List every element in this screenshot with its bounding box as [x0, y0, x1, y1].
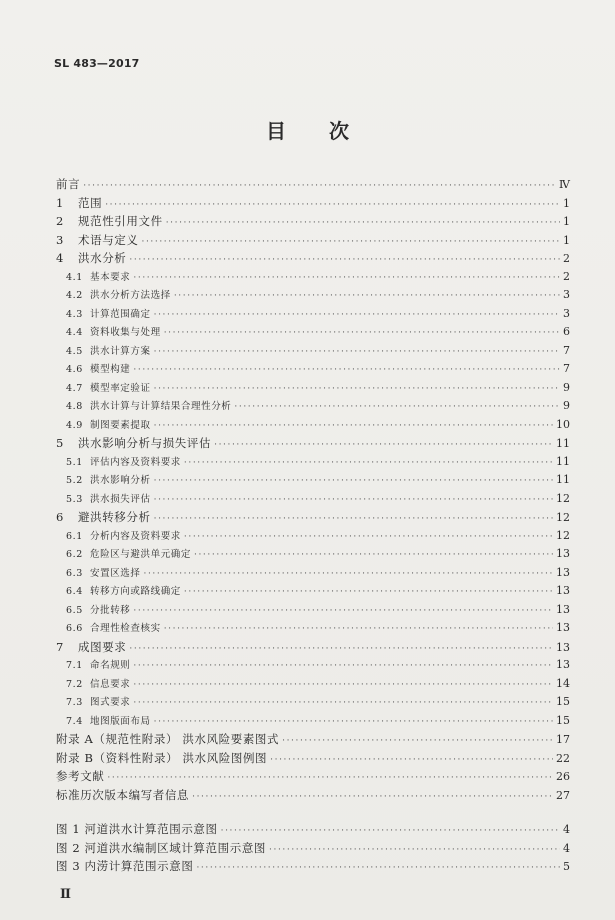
entry-text: 洪水计算方案 [90, 345, 151, 357]
figure-entry[interactable] [56, 840, 570, 859]
entry-page-number: 1 [563, 215, 570, 228]
leader-dots [154, 717, 553, 727]
toc-entry-label [56, 232, 142, 248]
toc-entry-number: 4.9 [66, 419, 83, 431]
entry-page-number: 13 [556, 602, 570, 616]
toc-entry-number: 7.2 [66, 678, 83, 690]
entry-text: 规范性引用文件 [78, 214, 163, 228]
toc-entry[interactable] [56, 380, 570, 399]
leader-dots [184, 532, 553, 542]
toc-entry-label [56, 620, 164, 634]
entry-page-number: 14 [556, 676, 570, 690]
entry-text: 术语与定义 [78, 232, 139, 247]
toc-entry-label [56, 528, 184, 542]
toc-entry-number: 4.1 [66, 271, 83, 283]
toc-entry[interactable] [56, 509, 570, 528]
toc-entry-label [56, 176, 83, 192]
toc-entry[interactable] [56, 713, 570, 732]
toc-entry-label [56, 306, 154, 320]
leader-dots [133, 661, 553, 671]
toc-entry-number: 6.5 [66, 604, 83, 616]
toc-entry-label [56, 213, 166, 229]
toc-entry-label [56, 380, 154, 394]
toc-entry[interactable] [56, 417, 570, 436]
entry-text: 地图版面布局 [90, 715, 151, 727]
toc-entry[interactable] [56, 324, 570, 343]
toc-entries [56, 176, 570, 805]
leader-dots [129, 644, 553, 654]
entry-text: 洪水损失评估 [90, 493, 151, 505]
leader-dots [105, 200, 560, 210]
entry-text: 命名规则 [90, 660, 131, 671]
leader-dots [174, 291, 560, 301]
toc-entry[interactable] [56, 269, 570, 288]
toc-entry-number: 4.3 [66, 308, 83, 320]
entry-page-number: 15 [556, 695, 570, 708]
leader-dots [269, 845, 560, 855]
toc-entry-label [56, 250, 129, 266]
entry-page-number: 13 [556, 547, 570, 560]
toc-entry-label [56, 269, 133, 283]
toc-entry-label [56, 343, 154, 357]
entry-page-number: 15 [556, 713, 570, 727]
toc-entry[interactable] [56, 676, 570, 695]
toc-entry[interactable] [56, 361, 570, 380]
toc-entry-label [56, 472, 154, 486]
table-of-contents [56, 176, 570, 877]
toc-entry-number: 5.2 [66, 475, 83, 486]
toc-entry[interactable] [56, 454, 570, 473]
toc-entry[interactable] [56, 546, 570, 565]
toc-entry[interactable] [56, 565, 570, 584]
entry-page-number: 13 [556, 640, 570, 654]
toc-entry[interactable] [56, 435, 570, 454]
toc-entry-label [56, 657, 133, 671]
leader-dots [196, 863, 560, 873]
entry-text: 合理性检查核实 [90, 623, 161, 634]
entry-text: 危险区与避洪单元确定 [90, 549, 192, 560]
toc-entry-number: 7 [56, 639, 64, 654]
toc-entry[interactable] [56, 343, 570, 362]
entry-text: 基本要求 [90, 271, 131, 283]
toc-entry-label [56, 361, 133, 375]
toc-entry[interactable] [56, 620, 570, 639]
toc-entry-number: 4.5 [66, 345, 83, 357]
figure-label [56, 858, 196, 874]
leader-dots [142, 237, 561, 247]
toc-entry[interactable] [56, 731, 570, 750]
toc-entry-label [56, 713, 154, 727]
entry-text: 洪水影响分析 [90, 475, 151, 486]
toc-entry[interactable] [56, 287, 570, 306]
entry-text: 计算范围确定 [90, 308, 151, 320]
toc-entry[interactable] [56, 528, 570, 547]
entry-page-number: 26 [556, 770, 570, 783]
entry-text: 避洪转移分析 [78, 510, 151, 524]
toc-gap [56, 805, 570, 821]
toc-entry[interactable] [56, 195, 570, 214]
entry-page-number: 6 [563, 325, 570, 338]
entry-text: 洪水计算与计算结果合理性分析 [90, 401, 232, 412]
entry-page-number: 11 [556, 473, 570, 486]
toc-entry-label [56, 398, 234, 412]
toc-entry-label [56, 731, 282, 747]
toc-entry[interactable] [56, 694, 570, 713]
leader-dots [164, 624, 553, 634]
toc-entry-label [56, 491, 154, 505]
leader-dots [214, 440, 553, 450]
toc-entry[interactable] [56, 787, 570, 806]
toc-entry[interactable] [56, 491, 570, 510]
leader-dots [184, 458, 553, 468]
toc-entry[interactable] [56, 583, 570, 602]
toc-entry-number: 6.3 [66, 567, 83, 579]
entry-text: 评估内容及资料要求 [90, 456, 181, 468]
toc-entry-label [56, 417, 154, 431]
entry-text: 洪水影响分析与损失评估 [78, 436, 212, 450]
toc-entry-label [56, 750, 270, 766]
entry-page-number: 1 [563, 233, 570, 247]
entry-page-number: 3 [563, 288, 570, 301]
entry-page-number: 1 [563, 196, 570, 210]
entry-text: 附录 B（资料性附录） 洪水风险图例图 [56, 750, 268, 765]
toc-entry-number: 4.2 [66, 290, 83, 301]
toc-entry[interactable] [56, 657, 570, 676]
leader-dots [144, 569, 553, 579]
toc-entry-label [56, 676, 133, 690]
toc-entry[interactable] [56, 232, 570, 251]
toc-entry[interactable] [56, 306, 570, 325]
toc-entry[interactable] [56, 250, 570, 269]
entry-page-number: Ⅳ [559, 178, 570, 191]
toc-entry-number: 6.1 [66, 530, 83, 542]
entry-text: 信息要求 [90, 678, 131, 690]
leader-dots [282, 736, 553, 746]
entry-text: 资料收集与处理 [90, 327, 161, 338]
leader-dots [154, 310, 560, 320]
entry-text: 洪水分析方法选择 [90, 290, 171, 301]
entry-text: 附录 A（规范性附录） 洪水风险要素图式 [56, 732, 280, 746]
toc-entry-label [56, 435, 214, 451]
entry-page-number: 4 [563, 841, 570, 855]
figure-label [56, 821, 221, 837]
entry-page-number: 13 [556, 621, 570, 634]
toc-entry[interactable] [56, 768, 570, 787]
entry-page-number: 13 [556, 584, 570, 597]
entry-text: 图 3 内涝计算范围示意图 [56, 859, 194, 873]
toc-entry-number: 5.3 [66, 493, 83, 505]
entry-text: 制图要素提取 [90, 419, 151, 431]
toc-entry-label [56, 546, 194, 560]
entry-page-number: 11 [556, 437, 570, 450]
toc-entry-number: 4.4 [66, 327, 83, 338]
figure-label [56, 840, 269, 856]
toc-entry-label [56, 509, 154, 525]
toc-entry-label [56, 694, 133, 708]
toc-entry[interactable] [56, 213, 570, 232]
toc-entry-number: 7.4 [66, 715, 83, 727]
leader-dots [154, 514, 553, 524]
entry-page-number: 22 [556, 751, 570, 765]
leader-dots [133, 365, 560, 375]
entry-page-number: 12 [556, 491, 570, 505]
leader-dots [107, 773, 553, 783]
leader-dots [133, 680, 553, 690]
toc-entry-label [56, 639, 129, 655]
toc-entry-number: 2 [56, 214, 64, 228]
entry-page-number: 4 [563, 823, 570, 836]
leader-dots [154, 384, 560, 394]
toc-entry-number: 6.2 [66, 549, 83, 560]
entry-page-number: 3 [563, 306, 570, 320]
toc-title: 目 次 [266, 119, 367, 143]
entry-page-number: 17 [556, 733, 570, 746]
toc-entry[interactable] [56, 176, 570, 195]
toc-entry-label [56, 583, 184, 597]
toc-entry[interactable] [56, 750, 570, 769]
entry-page-number: 13 [556, 658, 570, 671]
leader-dots [133, 606, 553, 616]
entry-page-number: 11 [556, 454, 570, 468]
entry-text: 分析内容及资料要求 [90, 530, 181, 542]
leader-dots [270, 755, 553, 765]
standard-code: SL 483—2017 [54, 57, 140, 70]
figure-list [56, 821, 570, 877]
toc-entry-label [56, 195, 105, 211]
leader-dots [192, 792, 553, 802]
entry-text: 模型构建 [90, 364, 131, 375]
leader-dots [133, 273, 560, 283]
entry-page-number: 13 [556, 565, 570, 579]
entry-page-number: 5 [563, 860, 570, 873]
leader-dots [234, 402, 560, 412]
toc-entry-number: 7.1 [66, 660, 83, 671]
toc-entry-number: 4.6 [66, 364, 83, 375]
entry-text: 转移方向或路线确定 [90, 586, 181, 597]
leader-dots [83, 181, 556, 191]
entry-page-number: 9 [563, 399, 570, 412]
toc-entry-number: 4.7 [66, 382, 83, 394]
entry-text: 图 1 河道洪水计算范围示意图 [56, 822, 218, 836]
entry-page-number: 10 [556, 417, 570, 431]
toc-entry-number: 5.1 [66, 456, 83, 468]
leader-dots [154, 495, 553, 505]
toc-entry-number: 6.6 [66, 623, 83, 634]
toc-entry-label [56, 602, 133, 616]
leader-dots [154, 347, 560, 357]
toc-entry-number: 5 [56, 436, 64, 450]
toc-entry-number: 6.4 [66, 586, 83, 597]
entry-text: 成图要求 [78, 639, 127, 654]
leader-dots [129, 255, 560, 265]
toc-entry-number: 1 [56, 195, 64, 210]
leader-dots [154, 476, 553, 486]
toc-entry[interactable] [56, 639, 570, 658]
entry-text: 参考文献 [56, 769, 105, 783]
figure-entry[interactable] [56, 858, 570, 877]
toc-entry[interactable] [56, 472, 570, 491]
entry-page-number: 12 [556, 528, 570, 542]
toc-entry-number: 6 [56, 510, 64, 524]
toc-entry-number: 7.3 [66, 697, 83, 708]
toc-entry-label [56, 324, 164, 338]
entry-page-number: 2 [563, 269, 570, 283]
entry-page-number: 7 [563, 362, 570, 375]
toc-entry-label [56, 287, 174, 301]
entry-page-number: 9 [563, 380, 570, 394]
leader-dots [154, 421, 553, 431]
entry-text: 标准历次版本编写者信息 [56, 787, 190, 802]
toc-entry-number: 4.8 [66, 401, 83, 412]
entry-text: 图 2 河道洪水编制区域计算范围示意图 [56, 840, 267, 855]
entry-page-number: 27 [556, 788, 570, 802]
toc-entry[interactable] [56, 602, 570, 621]
entry-page-number: 2 [563, 252, 570, 265]
entry-text: 安置区选择 [90, 567, 141, 579]
page-number: Ⅱ [60, 887, 71, 902]
leader-dots [133, 698, 553, 708]
toc-entry-number: 3 [56, 232, 64, 247]
entry-page-number: 7 [563, 343, 570, 357]
figure-entry[interactable] [56, 821, 570, 840]
entry-text: 模型率定验证 [90, 382, 151, 394]
toc-entry-label [56, 454, 184, 468]
leader-dots [164, 328, 560, 338]
toc-entry-label [56, 565, 144, 579]
toc-entry-label [56, 787, 192, 803]
entry-text: 范围 [78, 195, 103, 210]
toc-entry[interactable] [56, 398, 570, 417]
toc-entry-label [56, 768, 107, 784]
entry-text: 洪水分析 [78, 251, 127, 265]
leader-dots [194, 550, 553, 560]
leader-dots [184, 587, 553, 597]
entry-text: 前言 [56, 177, 81, 191]
entry-text: 图式要求 [90, 697, 131, 708]
entry-page-number: 12 [556, 511, 570, 524]
toc-entry-number: 4 [56, 251, 64, 265]
leader-dots [166, 218, 560, 228]
entry-text: 分批转移 [90, 604, 131, 616]
leader-dots [221, 826, 560, 836]
